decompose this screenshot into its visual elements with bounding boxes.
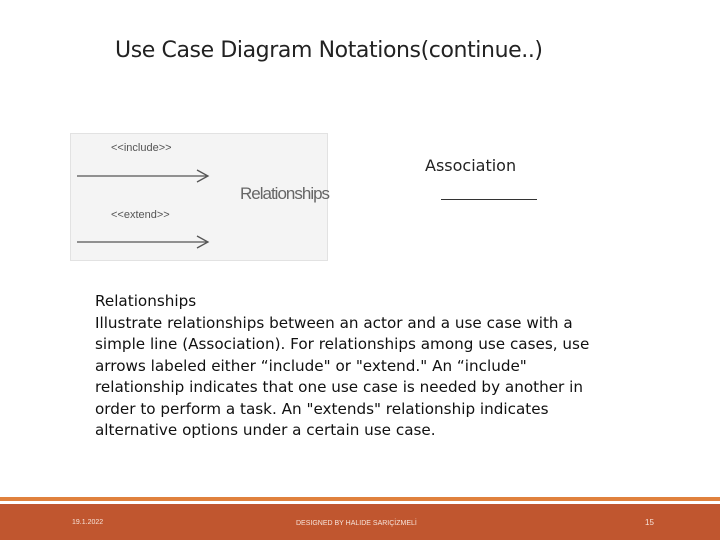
body-text bbox=[95, 291, 605, 442]
extend-arrow-icon bbox=[75, 234, 211, 250]
footer-date: 19.1.2022 bbox=[72, 519, 104, 526]
include-label: <<include>> bbox=[111, 142, 172, 154]
include-arrow-icon bbox=[75, 168, 211, 184]
page-number: 15 bbox=[645, 518, 654, 527]
slide-title: Use Case Diagram Notations(continue..) bbox=[115, 38, 543, 63]
footer-bar bbox=[0, 504, 720, 540]
relationships-figure-label: Relationships bbox=[240, 184, 330, 203]
footer-accent-line bbox=[0, 497, 720, 501]
extend-label: <<extend>> bbox=[111, 209, 170, 221]
relationships-figure bbox=[70, 133, 328, 261]
association-label: Association bbox=[425, 156, 517, 175]
footer-designer: DESIGNED BY HALIDE SARIÇİZMELİ bbox=[296, 520, 417, 527]
body-heading: Relationships bbox=[95, 292, 197, 310]
body-paragraph: Illustrate relationships between an actor and a use case with a simple line (Association). For relationships among use cases, use arrows labeled either “include" or "extend." An “include" relationship indicates that one use case is needed by another in order to perform a task. An "extends" relationship indicates alternative options under a certain use case. bbox=[95, 313, 590, 439]
association-line bbox=[441, 199, 537, 200]
